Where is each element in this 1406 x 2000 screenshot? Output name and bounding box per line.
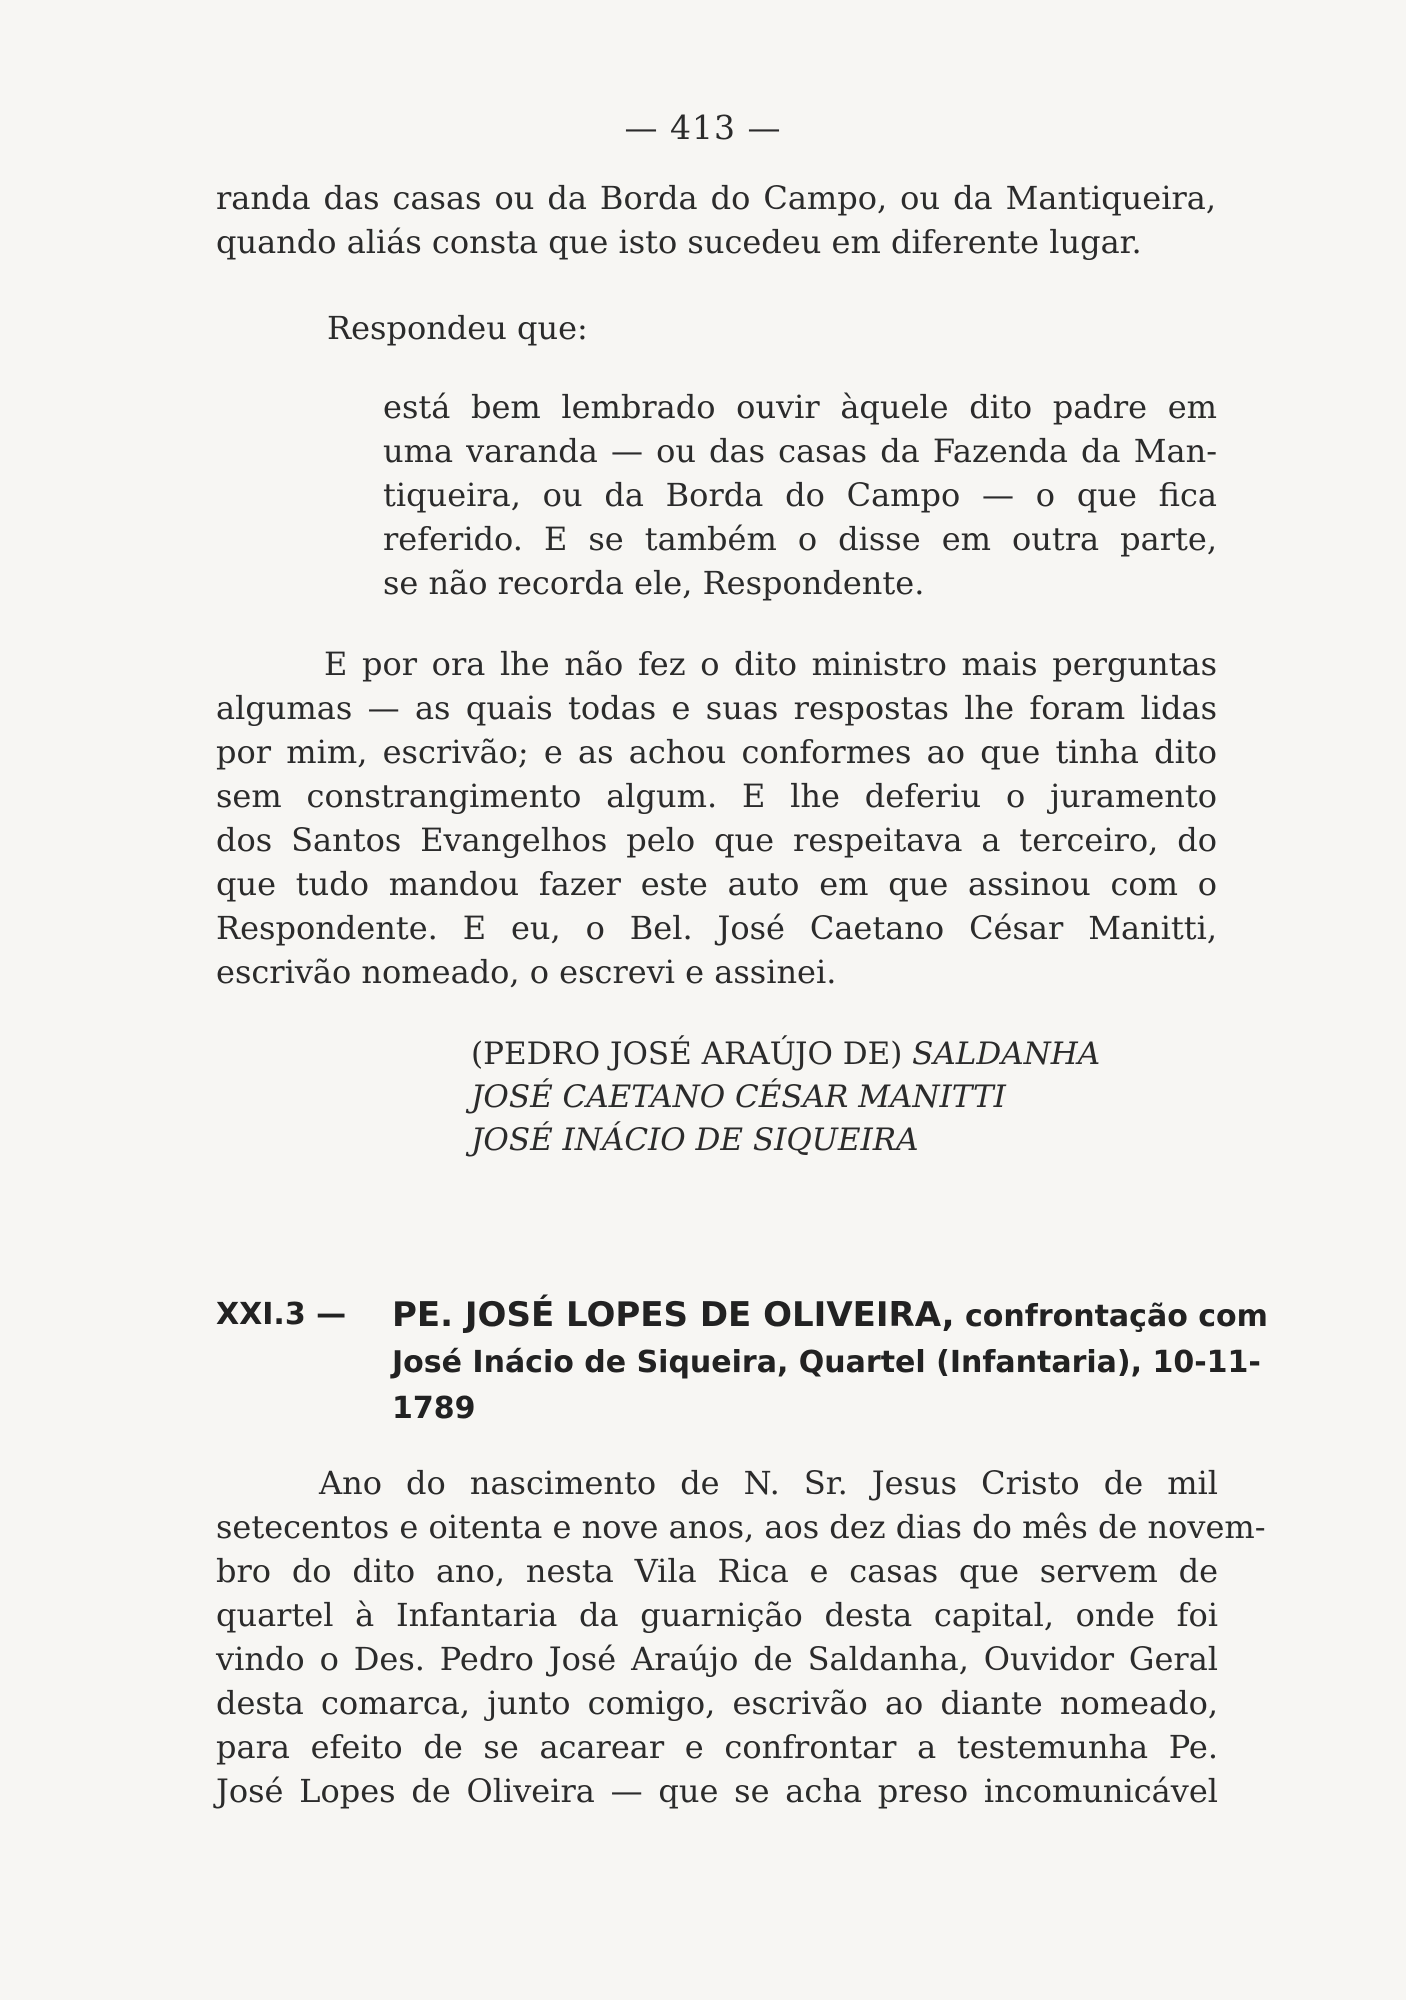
response-intro: Respondeu que:: [327, 309, 588, 347]
text-line: Ano do nascimento de N. Sr. Jesus Cristo de mil: [319, 1464, 1218, 1502]
text-line: se não recorda ele, Respondente.: [383, 564, 925, 602]
signature-name: SALDANHA: [912, 1036, 1101, 1072]
text-line: Respondente. E eu, o Bel. José Caetano César Manitti,: [216, 909, 1217, 947]
signature-siqueira: JOSÉ INÁCIO DE SIQUEIRA: [471, 1122, 919, 1158]
section-title-name: PE. JOSÉ LOPES DE OLIVEIRA,: [392, 1295, 955, 1335]
section-title-line: José Inácio de Siqueira, Quartel (Infantaria), 10-11-: [392, 1345, 1261, 1380]
text-line: José Lopes de Oliveira — que se acha preso incomunicável: [216, 1772, 1218, 1810]
section-title-rest: confrontação com: [965, 1299, 1268, 1334]
text-line: desta comarca, junto comigo, escrivão ao diante nomeado,: [216, 1684, 1218, 1722]
section-heading: [216, 1292, 1268, 1432]
text-line: tiqueira, ou da Borda do Campo — o que fica: [383, 476, 1217, 514]
text-line: escrivão nomeado, o escrevi e assinei.: [216, 953, 837, 991]
text-line: quartel à Infantaria da guarnição desta capital, onde foi: [216, 1596, 1218, 1634]
signature-prefix: (PEDRO JOSÉ ARAÚJO DE): [471, 1036, 903, 1072]
paragraph-continuation: [216, 176, 1216, 264]
text-line: uma varanda — ou das casas da Fazenda da Man-: [383, 432, 1217, 470]
text-line: E por ora lhe não fez o dito ministro mais perguntas: [324, 645, 1217, 683]
text-line: sem constrangimento algum. E lhe deferiu o juramento: [216, 777, 1217, 815]
text-line: quando aliás consta que isto sucedeu em diferente lugar.: [216, 223, 1142, 261]
text-line: vindo o Des. Pedro José Araújo de Saldanha, Ouvidor Geral: [216, 1640, 1218, 1678]
section-title-line: 1789: [392, 1391, 476, 1426]
paragraph-closing: [216, 642, 1217, 994]
signature-manitti: JOSÉ CAETANO CÉSAR MANITTI: [471, 1079, 1006, 1115]
text-line: algumas — as quais todas e suas respostas lhe foram lidas: [216, 689, 1217, 727]
text-line: que tudo mandou fazer este auto em que assinou com o: [216, 865, 1217, 903]
page-number: — 413 —: [624, 108, 782, 147]
text-line: dos Santos Evangelhos pelo que respeitava a terceiro, do: [216, 821, 1217, 859]
text-line: está bem lembrado ouvir àquele dito padre em: [383, 388, 1217, 426]
text-line: bro do dito ano, nesta Vila Rica e casas que servem de: [216, 1552, 1218, 1590]
text-line: setecentos e oitenta e nove anos, aos dez dias do mês de novem-: [216, 1508, 1266, 1546]
signature-block: [471, 1033, 1100, 1162]
response-quote: [383, 385, 1217, 605]
text-line: referido. E se também o disse em outra parte,: [383, 520, 1217, 558]
text-line: randa das casas ou da Borda do Campo, ou da Mantiqueira,: [216, 179, 1216, 217]
section-title: [392, 1292, 1268, 1432]
signature-saldanha: [471, 1033, 1100, 1076]
text-line: para efeito de se acarear e confrontar a testemunha Pe.: [216, 1728, 1218, 1766]
section-number: XXI.3 —: [216, 1297, 347, 1332]
section-title-line: [392, 1292, 1268, 1340]
paragraph-opening: [216, 1461, 1266, 1813]
text-line: por mim, escrivão; e as achou conformes ao que tinha dito: [216, 733, 1217, 771]
